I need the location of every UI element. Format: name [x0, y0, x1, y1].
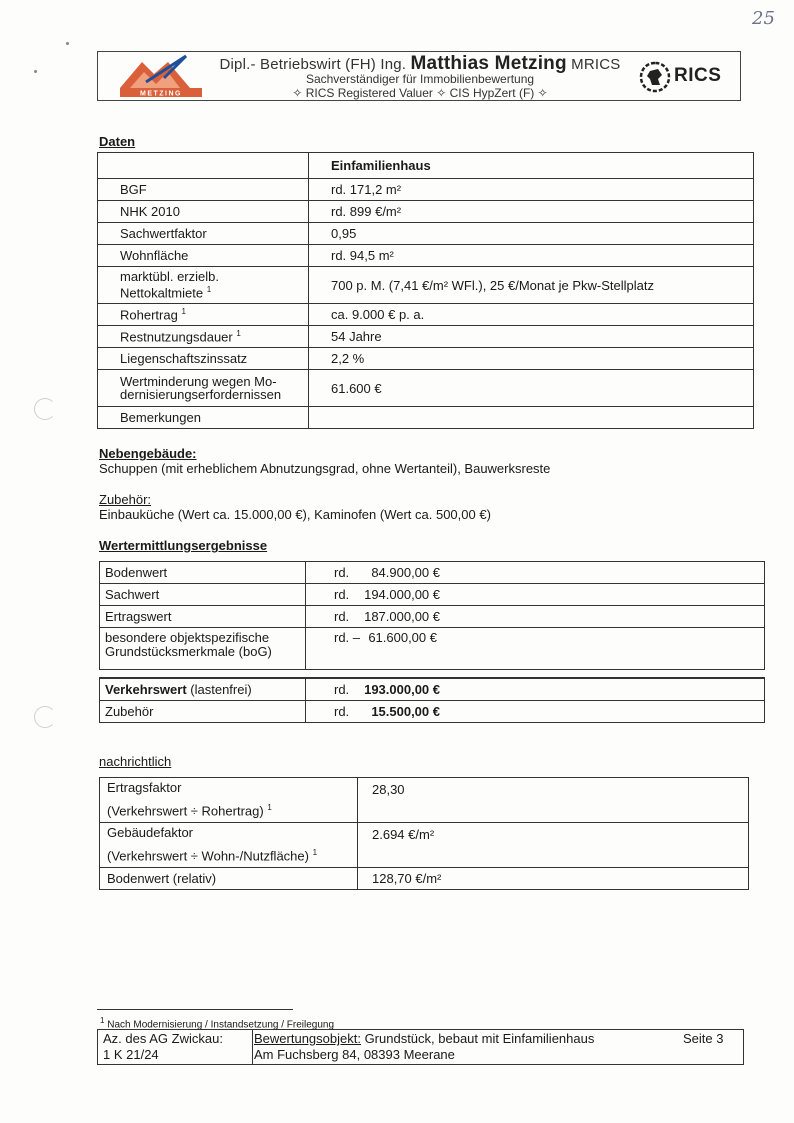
row-label: Ertragswert	[100, 606, 306, 628]
header-profession: Sachverständiger für Immobilienbewertung	[305, 72, 535, 86]
footer-divider	[252, 1030, 253, 1064]
case-number: 1 K 21/24	[103, 1047, 159, 1062]
row-label	[98, 326, 309, 348]
table-row	[98, 245, 754, 267]
table-row	[98, 326, 754, 348]
table-header-row	[98, 153, 754, 179]
row-value: 2.694 €/m²	[358, 823, 749, 868]
svg-text:METZING: METZING	[140, 90, 182, 98]
section-title-nachrichtlich: nachrichtlich	[99, 754, 172, 769]
row-value	[306, 606, 765, 628]
row-value: 128,70 €/m²	[358, 868, 749, 890]
row-label: NHK 2010	[98, 201, 309, 223]
row-value: 54 Jahre	[309, 326, 754, 348]
value-amount: 61.600,00 €	[368, 630, 437, 645]
scan-speck	[34, 70, 37, 73]
section-title-ergebnisse: Wertermittlungsergebnisse	[99, 538, 268, 553]
zubehoer-text: Einbauküche (Wert ca. 15.000,00 €), Kaminofen (Wert ca. 500,00 €)	[99, 507, 491, 522]
row-label	[100, 628, 306, 670]
table-row	[98, 407, 754, 429]
row-label-line: Wertminderung wegen Mo-	[120, 374, 277, 389]
row-label-line: (Verkehrswert ÷ Rohertrag)	[107, 803, 264, 819]
row-label: Sachwertfaktor	[98, 223, 309, 245]
nebengebaeude-text: Schuppen (mit erheblichem Abnutzungsgrad, ohne Wertanteil), Bauwerksreste	[99, 461, 551, 476]
punch-hole	[34, 706, 56, 728]
table-row	[98, 179, 754, 201]
row-label: Bodenwert	[100, 562, 306, 584]
table-row	[100, 678, 765, 701]
footnote-mark: 1	[100, 1016, 105, 1025]
row-label-text: Restnutzungsdauer	[120, 329, 233, 345]
row-label-line: Gebäudefaktor	[107, 825, 194, 840]
value-prefix: rd.	[334, 565, 350, 580]
row-value: 28,30	[358, 778, 749, 823]
row-value: 700 p. M. (7,41 €/m² WFl.), 25 €/Monat je Pkw-Stellplatz	[309, 267, 754, 304]
row-label: Liegenschaftszinssatz	[98, 348, 309, 370]
value-prefix: rd.	[334, 609, 350, 624]
value-amount: 193.000,00 €	[364, 682, 440, 697]
row-label: Bemerkungen	[98, 407, 309, 429]
header-certifications: ✧ RICS Registered Valuer ✧ CIS HypZert (F) ✧	[292, 86, 548, 100]
value-prefix: rd. –	[334, 630, 361, 645]
row-value: 0,95	[309, 223, 754, 245]
table-row	[98, 370, 754, 407]
row-label: BGF	[98, 179, 309, 201]
table-cell	[98, 153, 309, 179]
table-row	[100, 584, 765, 606]
row-value: 61.600 €	[309, 370, 754, 407]
verkehrswert-table	[99, 677, 765, 723]
row-value	[306, 678, 765, 701]
footnote-ref: 1	[312, 848, 318, 857]
header-name: Matthias Metzing	[410, 53, 567, 74]
footnote-divider	[97, 1009, 293, 1010]
case-number-label: Az. des AG Zwickau:	[103, 1031, 223, 1046]
value-amount: 187.000,00 €	[364, 609, 440, 624]
row-value	[306, 701, 765, 723]
footnote-ref: 1	[236, 328, 241, 338]
footnote-ref: 1	[181, 306, 186, 316]
table-row	[98, 201, 754, 223]
object-label: Bewertungsobjekt:	[254, 1031, 361, 1046]
row-label-bold: Verkehrswert	[105, 682, 187, 697]
row-label	[100, 778, 358, 823]
section-title-nebengebaeude: Nebengebäude:	[99, 446, 197, 461]
value-amount: 194.000,00 €	[364, 587, 440, 602]
row-label	[100, 678, 306, 701]
ergebnisse-table	[99, 561, 765, 670]
row-label: Wohnfläche	[98, 245, 309, 267]
page-number: Seite 3	[683, 1031, 724, 1046]
rics-logo	[638, 61, 733, 93]
table-row	[100, 701, 765, 723]
object-text: Grundstück, bebaut mit Einfamilienhaus	[360, 1031, 595, 1046]
row-value: ca. 9.000 € p. a.	[309, 304, 754, 326]
row-value: rd. 899 €/m²	[309, 201, 754, 223]
row-value: rd. 171,2 m²	[309, 179, 754, 201]
row-value	[306, 562, 765, 584]
table-row	[100, 562, 765, 584]
row-label-line: (Verkehrswert ÷ Wohn-/Nutzfläche)	[107, 848, 309, 864]
page-footer	[97, 1029, 744, 1065]
object-address: Am Fuchsberg 84, 08393 Meerane	[254, 1047, 455, 1062]
table-row	[100, 628, 765, 670]
object-description	[254, 1031, 594, 1046]
row-label	[100, 823, 358, 868]
header-title-prefix: Dipl.- Betriebswirt (FH) Ing.	[219, 56, 407, 73]
row-label-text: Rohertrag	[120, 307, 178, 323]
footnote-ref: 1	[267, 803, 272, 812]
row-label-line: Nettokaltmiete	[120, 285, 204, 301]
row-label: Zubehör	[100, 701, 306, 723]
nachrichtlich-table	[99, 777, 749, 890]
letterhead	[97, 51, 741, 101]
table-row	[100, 868, 749, 890]
punch-hole	[34, 398, 56, 420]
rics-lion-icon	[638, 61, 672, 93]
table-row	[98, 267, 754, 304]
value-amount: 15.500,00 €	[371, 704, 440, 719]
section-title-zubehoer: Zubehör:	[99, 492, 152, 507]
value-prefix: rd.	[334, 704, 350, 719]
value-amount: 84.900,00 €	[371, 565, 440, 580]
value-prefix: rd.	[334, 682, 350, 697]
table-row	[98, 304, 754, 326]
table-row	[98, 348, 754, 370]
row-label-line: marktübl. erzielb.	[120, 269, 219, 285]
row-label	[98, 370, 309, 407]
row-label-line: Ertragsfaktor	[107, 780, 182, 795]
row-label-line: dernisierungserfordernissen	[120, 387, 282, 402]
table-row	[100, 606, 765, 628]
row-label-line: Grundstücksmerkmale (boG)	[105, 644, 272, 659]
value-prefix: rd.	[334, 587, 350, 602]
row-label-line: besondere objektspezifische	[105, 630, 270, 645]
footnote-text: Nach Modernisierung / Instandsetzung / Freilegung	[107, 1019, 335, 1031]
row-label: Bodenwert (relativ)	[100, 868, 358, 890]
row-label	[98, 304, 309, 326]
handwritten-page-number: 25	[752, 8, 775, 29]
row-value: 2,2 %	[309, 348, 754, 370]
column-header-einfamilienhaus: Einfamilienhaus	[309, 153, 754, 179]
table-row	[100, 823, 749, 868]
daten-table	[97, 152, 754, 429]
section-title-daten: Daten	[99, 134, 136, 149]
header-title-suffix: MRICS	[571, 56, 621, 73]
row-label: Sachwert	[100, 584, 306, 606]
scan-speck	[66, 42, 69, 45]
table-row	[100, 778, 749, 823]
footnote-ref: 1	[206, 285, 212, 295]
row-value	[306, 628, 765, 670]
table-row	[98, 223, 754, 245]
row-label-rest: (lastenfrei)	[186, 682, 252, 697]
row-value	[306, 584, 765, 606]
row-label	[98, 267, 309, 304]
row-value: rd. 94,5 m²	[309, 245, 754, 267]
rics-wordmark: RICS	[674, 65, 722, 86]
row-value	[309, 407, 754, 429]
